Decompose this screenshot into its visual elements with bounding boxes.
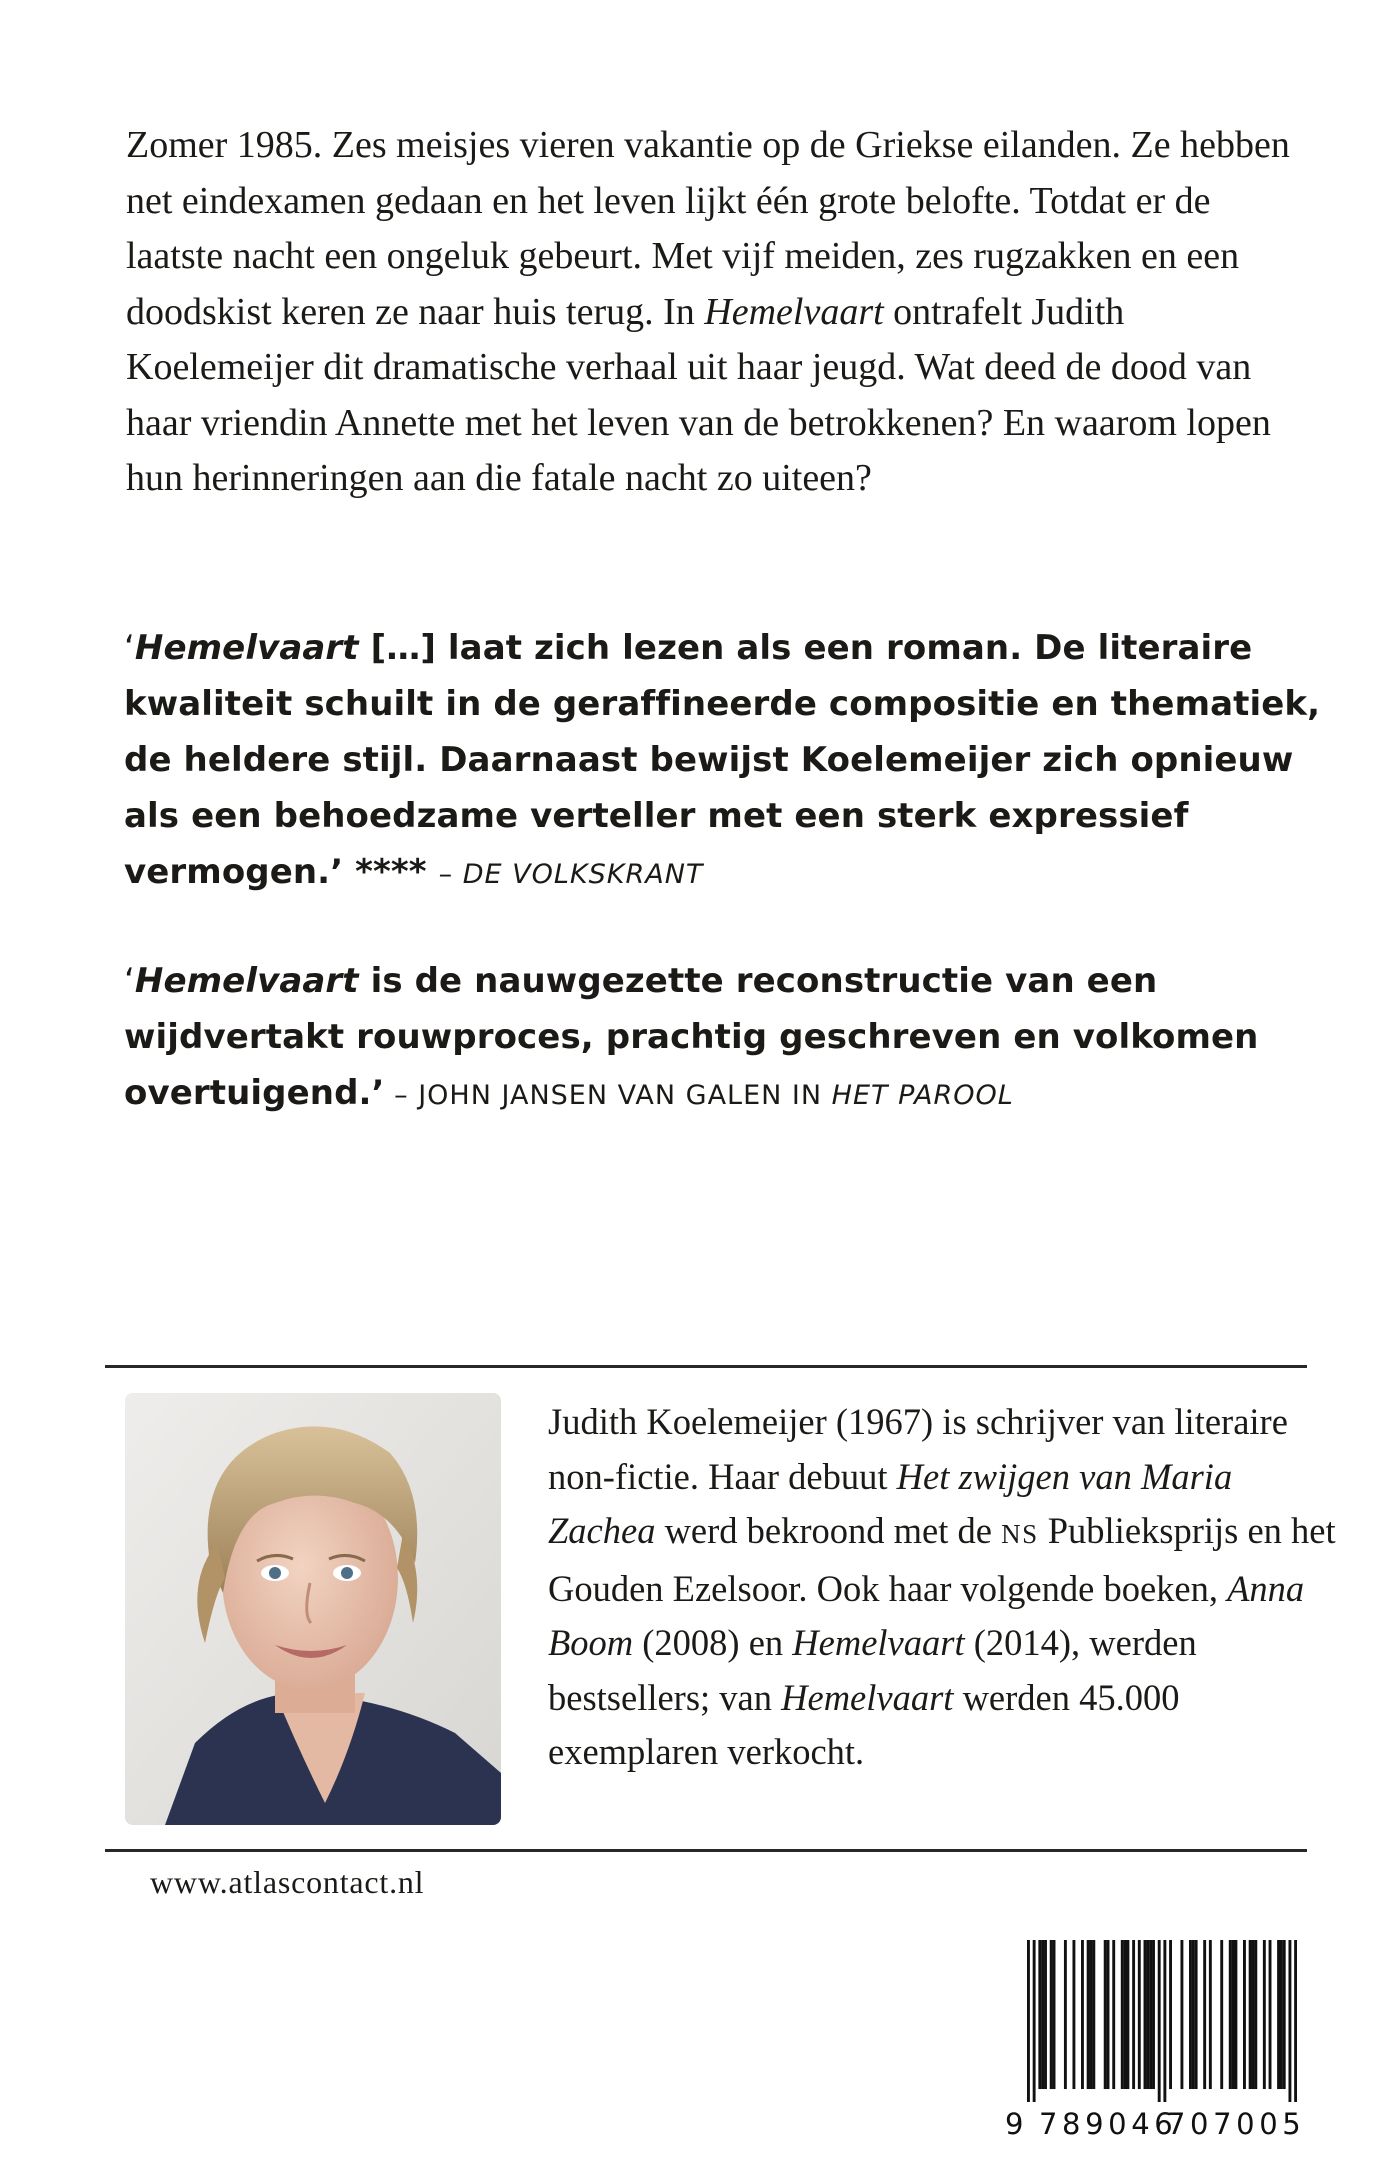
barcode-bar (1121, 1940, 1124, 2089)
barcode-bar (1050, 1940, 1053, 2089)
barcode-bar (1038, 1940, 1041, 2089)
barcode-bar (1277, 1940, 1280, 2089)
quote-book-title: Hemelvaart (134, 628, 359, 668)
bio-book-title: Het zwijgen van Maria Zachea (548, 1455, 1233, 1551)
barcode-bar (1232, 1940, 1235, 2089)
barcode-bar (1283, 1940, 1286, 2089)
review-quote-parool (124, 953, 1324, 1124)
barcode-bar (1033, 1940, 1036, 2102)
barcode-bar (1027, 1940, 1030, 2102)
quote-source: JOHN JANSEN VAN GALEN IN (418, 1080, 832, 1111)
barcode-bar (1220, 1940, 1223, 2089)
barcode-bar (1269, 1940, 1272, 2089)
blurb-part: ontrafelt Judith Koelemeijer dit dramatische verhaal uit haar jeugd. Wat deed de dood van haar vriendin Annette met het leven van de betrokkenen? En waarom lopen hun herinneringen aan die fatale nacht zo uiteen? (126, 290, 1271, 499)
barcode-bar (1192, 1940, 1195, 2089)
barcode-bar (1112, 1940, 1115, 2089)
barcode-bar (1169, 1940, 1172, 2089)
quote-source: DE VOLKSKRANT (462, 859, 704, 890)
barcode-bar (1053, 1940, 1056, 2089)
barcode-bar (1158, 1940, 1161, 2102)
barcode-bar (1163, 1940, 1166, 2102)
quote-source-publication: HET PAROOL (831, 1080, 1014, 1111)
barcode-bar (1144, 1940, 1147, 2089)
quote-star-rating: **** (343, 852, 439, 892)
barcode-bar (1041, 1940, 1044, 2089)
barcode-bar (1149, 1940, 1152, 2089)
quote-open-mark: ‘ (124, 961, 135, 1001)
publisher-website: www.atlascontact.nl (150, 1864, 425, 1900)
barcode-bar (1229, 1940, 1232, 2089)
quote-book-title: Hemelvaart (134, 961, 359, 1001)
bio-part: werd bekroond met de (655, 1510, 1002, 1551)
blurb-part: Zomer 1985. Zes meisjes vieren vakantie op de Griekse eilanden. Ze hebben net eindexamen gedaan en het leven lijkt één grote belofte. Totdat er de laatste nacht een ongeluk gebeurt. Met vijf meiden, zes rugzakken en een doodskist keren ze naar huis terug. In (126, 124, 1290, 333)
barcode-bar (1243, 1940, 1246, 2089)
quote-dash: – (438, 859, 463, 890)
quote-text: is de nauwgezette reconstructie van een wijdvertakt rouwproces, prachtig geschreven en volkomen overtuigend.’ (124, 961, 1259, 1113)
barcode-bar (1146, 1940, 1149, 2089)
barcode-bar (1092, 1940, 1095, 2089)
barcode-bar (1044, 1940, 1047, 2089)
barcode-bar (1126, 1940, 1129, 2089)
barcode-digits (1005, 2102, 1305, 2146)
bio-part: Judith Koelemeijer (1967) is schrijver van literaire non-fictie. Haar debuut (548, 1401, 1288, 1497)
barcode-bar (1152, 1940, 1155, 2089)
barcode-bar (1124, 1940, 1127, 2089)
bio-book-title: Hemelvaart (781, 1676, 954, 1718)
barcode-bar (1288, 1940, 1291, 2102)
bio-part: werden 45.000 exemplaren verkocht. (548, 1676, 1180, 1772)
barcode-bar (1180, 1940, 1183, 2089)
barcode-left-digits: 789046 (1039, 2107, 1178, 2141)
barcode-bar (1234, 1940, 1237, 2089)
quote-open-mark: ‘ (124, 628, 135, 668)
bio-part: (2014), werden bestsellers; van (548, 1622, 1197, 1718)
bio-part: Publieksprijs en het Gouden Ezelsoor. Ook haar volgende boeken, (548, 1510, 1336, 1609)
barcode-bar (1081, 1940, 1084, 2089)
barcode-bar (1189, 1940, 1192, 2089)
barcode-bar (1087, 1940, 1090, 2089)
bio-book-title: Hemelvaart (792, 1622, 965, 1663)
barcode-bar (1249, 1940, 1252, 2089)
barcode-bar (1203, 1940, 1206, 2089)
barcode-bar (1209, 1940, 1212, 2089)
divider-bottom (105, 1849, 1307, 1852)
barcode-bar (1195, 1940, 1198, 2089)
barcode-bar (1280, 1940, 1283, 2089)
author-photo (125, 1393, 501, 1825)
bio-book-title: Anna Boom (548, 1567, 1305, 1663)
barcode-lead-digit: 9 (1005, 2107, 1024, 2141)
barcode-bar (1254, 1940, 1257, 2089)
blurb-book-title: Hemelvaart (704, 290, 884, 333)
review-quote-volkskrant (124, 620, 1324, 903)
barcode-bar (1090, 1940, 1093, 2089)
blurb-text (126, 118, 1306, 507)
barcode-bar (1138, 1940, 1141, 2089)
divider-top (105, 1365, 1307, 1368)
barcode-bar (1132, 1940, 1135, 2089)
barcode-bar (1107, 1940, 1110, 2089)
author-bio (548, 1395, 1338, 1780)
barcode-bar (1263, 1940, 1266, 2089)
barcode-right-digits: 707005 (1167, 2107, 1306, 2141)
bio-part: (2008) en (633, 1622, 793, 1663)
barcode-bars (1027, 1940, 1297, 2102)
barcode-bar (1294, 1940, 1297, 2102)
barcode-bar (1072, 1940, 1075, 2089)
barcode-bar (1064, 1940, 1067, 2089)
isbn-barcode (1005, 1936, 1305, 2154)
quote-dash: – (384, 1080, 419, 1111)
barcode-bar (1252, 1940, 1255, 2089)
bio-ns-abbreviation: NS (1001, 1519, 1039, 1549)
quote-text: […] laat zich lezen als een roman. De literaire kwaliteit schuilt in de geraffineerde compositie en thematiek, de heldere stijl. Daarnaast bewijst Koelemeijer zich opnieuw als een behoedzame verteller met een sterk expressief vermogen.’ (124, 628, 1321, 892)
barcode-bar (1104, 1940, 1107, 2089)
